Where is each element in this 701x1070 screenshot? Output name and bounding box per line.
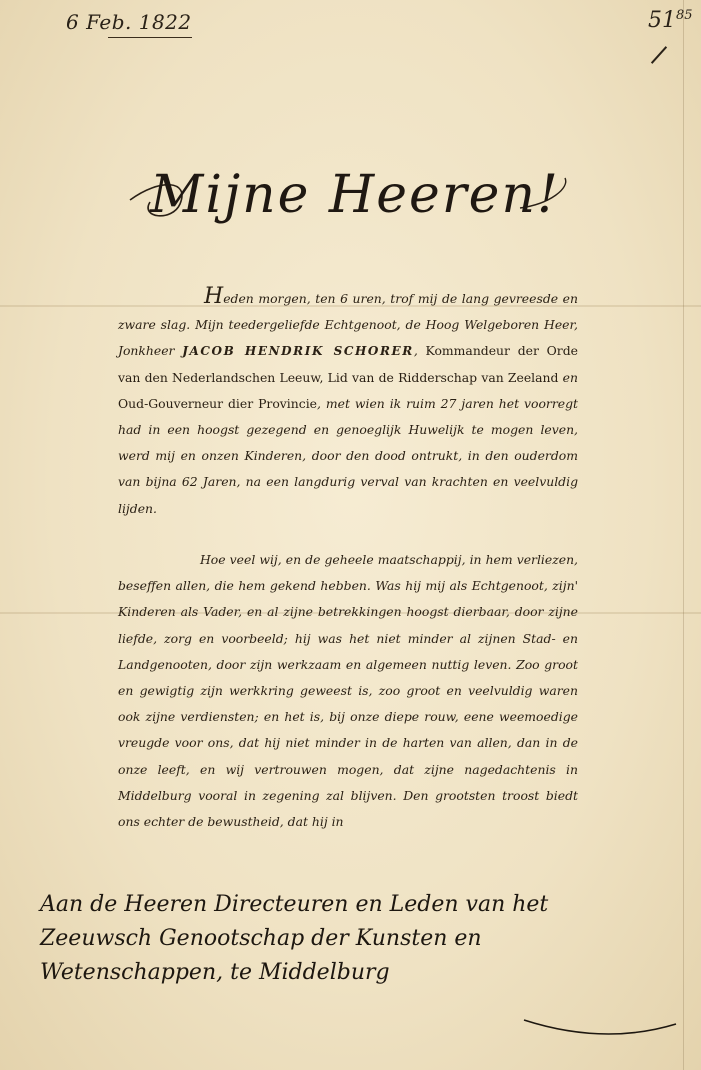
title-text: Oud-Gouverneur dier Provincie xyxy=(118,395,317,411)
archive-number: 51 xyxy=(648,8,676,33)
paragraph-1-text: , xyxy=(413,343,426,359)
address-block xyxy=(40,888,680,990)
archive-date: 6 Feb. 1822 xyxy=(66,10,192,34)
drop-cap: H xyxy=(204,284,224,309)
pencil-mark xyxy=(651,46,667,64)
deceased-name: JACOB HENDRIK SCHORER xyxy=(182,344,414,359)
date-underline xyxy=(108,37,192,38)
salutation: Mijne Heeren! xyxy=(150,165,560,225)
paper-edge xyxy=(683,0,684,1070)
paragraph-1 xyxy=(118,286,578,522)
paragraph-2: Hoe veel wij, en de geheele maatschappij, in hem verliezen, beseffen allen, die hem gekend hebben. Was hij mij als Echtgenoot, zijn' Kinderen als Vader, en al zijne betrekkingen hoogst dierbaar, door zijne liefde, zorg en voorbeeld; hij was het niet minder al zijnen Stad- en Landgenooten, door zijn werkzaam en algemeen nuttig leven. Zoo groot en gewigtig zijn werkkring geweest is, zoo groot en veelvuldig waren ook zijne verdiensten; en het is, bij onze diepe rouw, eene weemoedige vreugde voor ons, dat hij niet minder in de harten van allen, dan in de onze leeft, en wij vertrouwen mogen, dat zijne nagedachtenis in Middelburg vooral in zegening zal blijven. Den grootsten troost biedt ons echter de bewustheid, dat hij in xyxy=(118,552,578,830)
address-line: Wetenschappen, te Middelburg xyxy=(40,960,390,985)
paragraph-1-text: , met wien ik ruim 27 jaren het voorregt had in een hoogst gezegend en genoeglijk Huwelijk te mogen leven, werd mij en onzen Kinderen, door den dood ontrukt, in den ouderdom van bijna 62 Jaren, na een langdurig verval van krachten en veelvuldig lijden. xyxy=(118,395,578,516)
address-flourish xyxy=(520,1010,680,1040)
title-text: Kommandeur der Orde van den Nederlandschen Leeuw, Lid van de Ridderschap van Zeeland xyxy=(118,343,578,385)
paragraph-1-text: eden morgen, ten 6 uren, trof mij de lang gevreesde en zware slag. Mijn teedergeliefde Echtgenoot, de Hoog Welgeboren Heer, Jonkheer xyxy=(118,291,578,359)
archive-subnumber: 85 xyxy=(676,8,693,23)
address-line: Aan de Heeren Directeuren en Leden van het xyxy=(40,892,549,917)
paragraph-1-text: en xyxy=(558,369,578,385)
address-line: Zeeuwsch Genootschap der Kunsten en xyxy=(40,926,482,951)
